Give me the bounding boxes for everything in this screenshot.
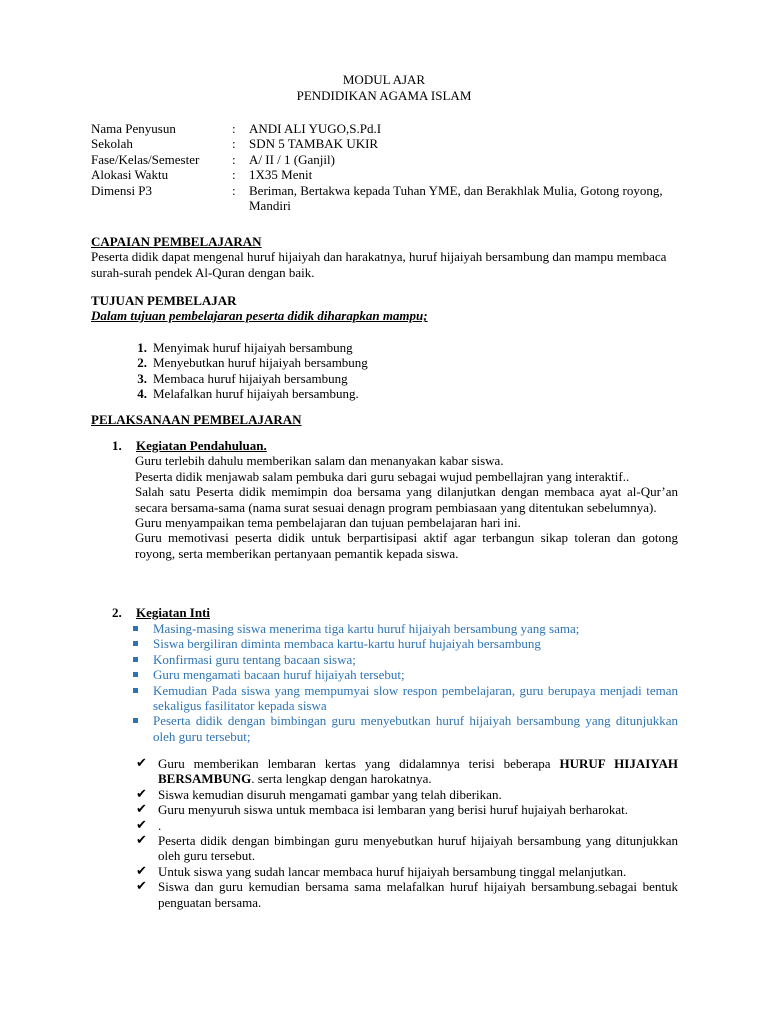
document-subtitle: PENDIDIKAN AGAMA ISLAM — [296, 88, 472, 103]
identity-label: Sekolah — [91, 136, 133, 152]
check-icon: ✔ — [136, 863, 147, 879]
identity-label: Fase/Kelas/Semester — [91, 151, 200, 167]
list-text: Membaca huruf hijaiyah bersambung — [153, 370, 348, 386]
list-text: Menyebutkan huruf hijaiyah bersambung — [153, 355, 368, 371]
inti-section — [112, 605, 678, 620]
identity-value: Beriman, Bertakwa kepada Tuhan YME, dan Berakhlak Mulia, Gotong royong, Mandiri — [249, 182, 663, 214]
identity-row — [91, 167, 681, 182]
pendahuluan-paragraph: Guru terlebih dahulu memberikan salam dan menanyakan kabar siswa. — [135, 453, 504, 469]
inti-title: Kegiatan Inti — [136, 605, 211, 620]
document-title-block — [0, 72, 768, 104]
list-number: 2. — [137, 355, 147, 371]
identity-colon: : — [232, 151, 236, 167]
square-bullet-icon — [131, 667, 153, 682]
identity-label: Alokasi Waktu — [91, 167, 169, 183]
check-text-part: Guru memberikan lembaran kertas yang didalamnya terisi beberapa — [158, 756, 560, 771]
identity-row — [91, 136, 681, 151]
list-text: Kemudian Pada siswa yang mempumyai slow respon pembelajaran, guru berupaya menjadi teman sekaligus fasilitator kepada siswa — [153, 682, 678, 714]
list-text: Siswa bergiliran diminta membaca kartu-kartu huruf hujaiyah bersambung — [153, 636, 541, 652]
identity-colon: : — [232, 167, 236, 183]
list-text: Guru mengamati bacaan huruf hijaiyah tersebut; — [153, 667, 405, 683]
pendahuluan-header — [112, 438, 678, 453]
identity-label: Nama Penyusun — [91, 121, 176, 136]
identity-colon: : — [232, 182, 236, 198]
list-text: . — [158, 817, 162, 833]
identity-row — [91, 121, 681, 136]
list-text: Untuk siswa yang sudah lancar membaca huruf hijaiyah bersambung tinggal melanjutkan. — [158, 863, 627, 879]
list-number: 3. — [137, 370, 147, 386]
list-text: Guru menyuruh siswa untuk membaca isi lembaran yang berisi huruf hujaiyah berharokat. — [158, 802, 629, 818]
identity-value: 1X35 Menit — [249, 167, 313, 183]
pelaksanaan-heading-block — [91, 412, 678, 427]
square-bullet-icon — [131, 683, 153, 714]
section-number: 2. — [112, 605, 122, 620]
square-bullet-icon — [131, 652, 153, 667]
list-item — [136, 879, 678, 910]
list-item — [131, 652, 678, 667]
list-item — [131, 683, 678, 714]
list-item — [136, 864, 678, 879]
list-text: Siswa kemudian disuruh mengamati gambar yang telah diberikan. — [158, 786, 502, 802]
pendahuluan-title: Kegiatan Pendahuluan. — [136, 438, 267, 453]
list-text: Menyimak huruf hijaiyah bersambung — [153, 340, 353, 355]
tujuan-subheading: Dalam tujuan pembelajaran peserta didik diharapkan mampu; — [91, 308, 428, 324]
square-bullet-icon — [131, 636, 153, 651]
capaian-text: Peserta didik dapat mengenal huruf hijaiyah dan harakatnya, huruf hijaiyah bersambung dan mampu membaca surah-surah pendek Al-Quran dengan baik. — [91, 249, 667, 280]
list-number: 4. — [137, 386, 147, 402]
pendahuluan-paragraph: Peserta didik menjawab salam pembuka dari guru sebagai wujud pembellajran yang interaktif.. — [135, 468, 630, 484]
list-item — [120, 371, 520, 386]
list-item — [120, 355, 520, 370]
identity-label: Dimensi P3 — [91, 182, 153, 198]
document-title: MODUL AJAR — [342, 72, 426, 87]
list-item — [131, 713, 678, 744]
check-icon: ✔ — [136, 833, 147, 849]
list-item — [136, 818, 678, 833]
square-bullet-icon — [131, 713, 153, 744]
list-item — [120, 386, 520, 401]
check-icon: ✔ — [136, 786, 147, 802]
identity-row — [91, 183, 681, 214]
identity-value: ANDI ALI YUGO,S.Pd.I — [249, 121, 382, 136]
list-item — [136, 802, 678, 817]
capaian-section — [91, 234, 678, 280]
list-text: Melafalkan huruf hijaiyah bersambung. — [153, 386, 359, 402]
check-icon: ✔ — [136, 802, 147, 818]
identity-table — [91, 121, 681, 213]
list-text: Konfirmasi guru tentang bacaan siswa; — [153, 651, 356, 667]
check-icon: ✔ — [136, 879, 147, 895]
square-bullet-icon — [131, 621, 153, 636]
section-number: 1. — [112, 438, 122, 453]
inti-header — [112, 605, 678, 620]
list-text: Peserta didik dengan bimbingan guru menyebutkan huruf hijaiyah bersambung yang ditunjukkan oleh guru tersebut; — [153, 713, 678, 744]
inti-bullet-list — [131, 621, 678, 744]
pendahuluan-paragraph: Guru menyampaikan tema pembelajaran dan tujuan pembelajaran hari ini. — [135, 515, 521, 531]
pendahuluan-paragraph: Guru memotivasi peserta didik untuk berpartisipasi aktif agar terbangun sikap toleran dan gotong royong, serta memberikan pertanyaan pemantik kepada siswa. — [135, 530, 678, 561]
identity-row — [91, 152, 681, 167]
list-item — [131, 636, 678, 651]
list-item — [120, 340, 520, 355]
check-icon: ✔ — [136, 817, 147, 833]
list-text: Peserta didik dengan bimbingan guru menyebutkan huruf hijaiyah bersambung yang ditunjukkan oleh guru tersebut. — [158, 833, 678, 864]
check-icon: ✔ — [136, 756, 147, 771]
identity-value: A/ II / 1 (Ganjil) — [249, 151, 335, 167]
tujuan-list — [120, 340, 520, 402]
check-text-part: . serta lengkap dengan harokatnya. — [251, 771, 432, 787]
tujuan-section — [91, 293, 678, 324]
identity-colon: : — [232, 136, 236, 152]
tujuan-heading: TUJUAN PEMBELAJAR — [91, 293, 237, 308]
identity-colon: : — [232, 121, 236, 136]
list-item — [136, 787, 678, 802]
list-text: Masing-masing siswa menerima tiga kartu huruf hijaiyah bersambung yang sama; — [153, 621, 580, 636]
capaian-heading: CAPAIAN PEMBELAJARAN — [91, 234, 262, 249]
identity-value: SDN 5 TAMBAK UKIR — [249, 136, 379, 152]
list-number: 1. — [137, 340, 147, 355]
inti-check-list — [136, 756, 678, 910]
check-text-bold: HURUF HIJAIYAH BERSAMBUNG — [158, 756, 678, 787]
list-item — [131, 667, 678, 682]
list-item — [131, 621, 678, 636]
list-text: Siswa dan guru kemudian bersama sama melafalkan huruf hijaiyah bersambung.sebagai bentuk penguatan bersama. — [158, 879, 678, 910]
list-item — [136, 833, 678, 864]
pendahuluan-section — [112, 438, 678, 561]
pendahuluan-body — [112, 453, 678, 561]
list-item — [136, 756, 678, 787]
pelaksanaan-heading: PELAKSANAAN PEMBELAJARAN — [91, 412, 302, 427]
pendahuluan-paragraph: Salah satu Peserta didik memimpin doa bersama yang dilanjutkan dengan membaca ayat al-Qur’an secara bersama-sama (nama surat sesuai denagn program pembiasaan yang ditentukan sebelumnya). — [135, 484, 678, 515]
list-text — [158, 756, 678, 787]
